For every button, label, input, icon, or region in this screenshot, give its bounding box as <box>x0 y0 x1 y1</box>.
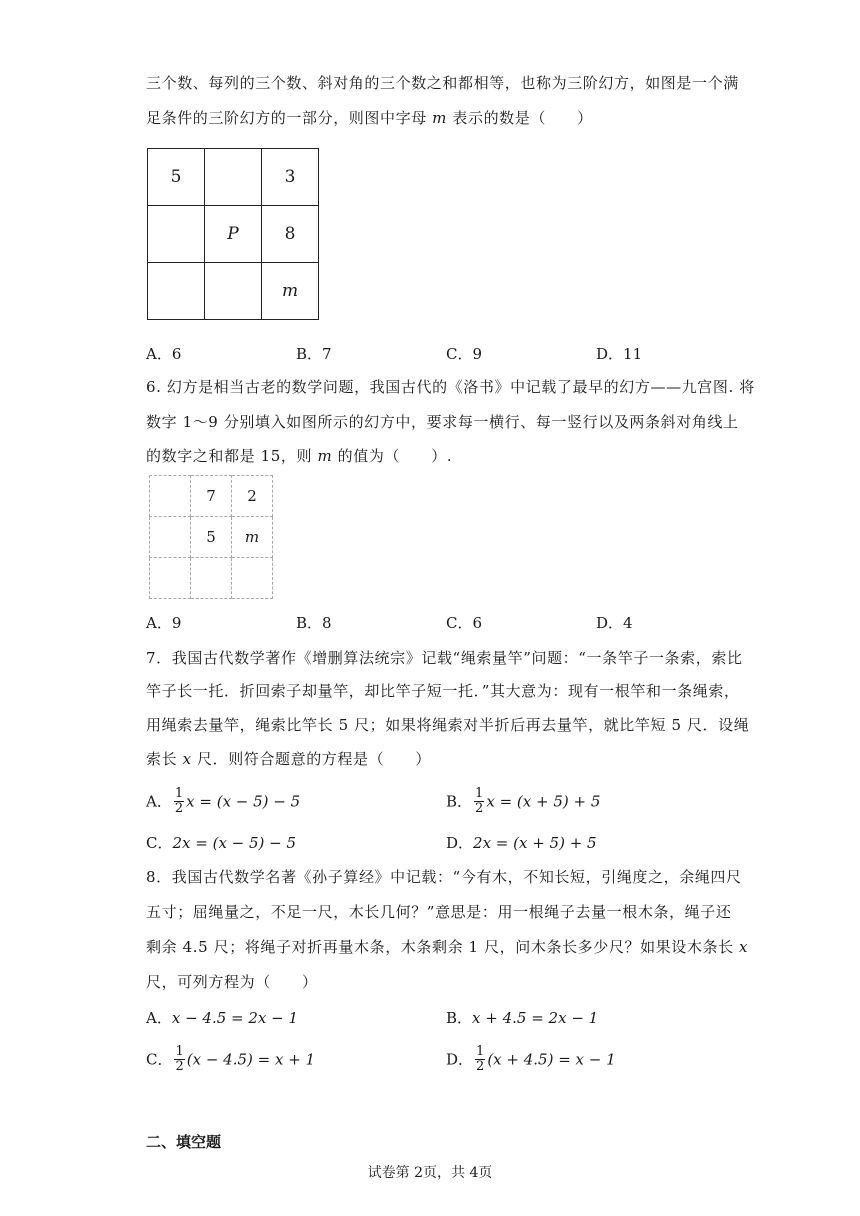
q6-option-d[interactable]: D．4 <box>596 614 633 632</box>
fraction-denominator: 2 <box>476 1059 485 1074</box>
q5-text-line-1: 三个数、每列的三个数、斜对角的三个数之和都相等，也称为三阶幻方，如图是一个满 <box>146 74 739 92</box>
q5-cell: 3 <box>262 149 319 206</box>
q6-cell <box>191 558 232 599</box>
q6-cell <box>150 517 191 558</box>
q5-option-c[interactable]: C．9 <box>446 345 483 363</box>
q7-option-b[interactable] <box>446 787 600 816</box>
q5-text-pre: 足条件的三阶幻方的一部分，则图中字母 <box>146 109 433 127</box>
q6-text-post: 的值为（ ）. <box>332 447 453 465</box>
q8-text-line-3 <box>146 937 748 957</box>
q8-option-d-fraction <box>475 1045 485 1074</box>
q6-option-c[interactable]: C．6 <box>446 614 483 632</box>
fraction-denominator: 2 <box>174 801 184 816</box>
q6-cell: 7 <box>191 476 232 517</box>
fraction-numerator: 1 <box>174 786 184 801</box>
q5-magic-square-grid <box>147 148 319 320</box>
q5-option-a[interactable]: A．6 <box>146 345 182 363</box>
q8-option-c-fraction <box>174 1045 184 1074</box>
q7-option-a-variable: x <box>186 792 195 811</box>
q7-text-line-4 <box>146 749 431 769</box>
q8-option-d[interactable] <box>446 1045 616 1074</box>
q8-variable-x: x <box>739 938 749 956</box>
q8-option-a[interactable] <box>146 1008 298 1028</box>
q6-text-line-2: 数字 1～9 分别填入如图所示的幻方中，要求每一横行、每一竖行以及两条斜对角线上 <box>146 413 739 431</box>
q5-cell-m: m <box>262 263 319 320</box>
q5-cell-p: P <box>205 206 262 263</box>
page-footer: 试卷第 2页，共 4页 <box>367 1165 493 1181</box>
q6-cell: 2 <box>232 476 273 517</box>
q7-option-b-fraction <box>474 787 484 816</box>
q6-cell <box>150 476 191 517</box>
fraction-denominator: 2 <box>175 1059 184 1074</box>
q8-option-a-label: A． <box>146 1009 172 1027</box>
q6-option-a[interactable]: A．9 <box>146 614 182 632</box>
q7-option-b-label: B． <box>446 792 473 811</box>
section-title-fill-in-blank: 二、填空题 <box>146 1133 222 1151</box>
q7-option-c[interactable] <box>146 833 296 853</box>
q6-cell-m: m <box>232 517 273 558</box>
q5-cell: 8 <box>262 206 319 263</box>
q5-text-post: 表示的数是（ ） <box>447 109 593 127</box>
q5-cell <box>148 206 205 263</box>
q5-cell: 5 <box>148 149 205 206</box>
q6-cell: 5 <box>191 517 232 558</box>
q7-option-b-rhs: = (x + 5) + 5 <box>499 792 601 811</box>
q5-option-b[interactable]: B．7 <box>296 345 332 363</box>
q8-option-d-rhs: (x + 4.5) = x − 1 <box>487 1050 616 1069</box>
q6-text-pre: 的数字之和都是 15，则 <box>146 447 318 465</box>
q7-option-c-expression: 2x = (x − 5) − 5 <box>172 834 297 852</box>
q6-cell <box>150 558 191 599</box>
q8-option-c[interactable] <box>146 1045 315 1074</box>
q7-text-line-1: 7．我国古代数学著作《增删算法统宗》记载“绳索量竿”问题：“一条竿子一条索，索比 <box>146 649 743 667</box>
q8-text-line-1: 8．我国古代数学名著《孙子算经》中记载：“今有木，不知长短，引绳度之，余绳四尺 <box>146 868 742 886</box>
q8-option-d-label: D． <box>446 1050 474 1069</box>
q7-option-b-variable: x <box>486 792 495 811</box>
q6-text-line-3 <box>146 446 452 466</box>
q7-option-a-fraction <box>174 787 184 816</box>
q8-option-c-label: C． <box>146 1050 173 1069</box>
q7-option-a-label: A． <box>146 792 172 811</box>
q8-text-line-2: 五寸；屈绳量之，不足一尺，木长几何？”意思是：用一根绳子去量一根木条，绳子还 <box>146 903 732 921</box>
q5-variable-m: m <box>432 109 447 127</box>
fraction-numerator: 1 <box>475 786 484 801</box>
q6-cell <box>232 558 273 599</box>
q6-nine-palace-grid <box>149 475 273 599</box>
fraction-numerator: 1 <box>175 1044 184 1059</box>
q7-option-d-label: D． <box>446 834 474 852</box>
q5-text-line-2 <box>146 108 593 128</box>
q7-text-pre: 索长 <box>146 750 183 768</box>
q7-option-d[interactable] <box>446 833 597 853</box>
q6-option-b[interactable]: B．8 <box>296 614 332 632</box>
q7-option-d-expression: 2x = (x + 5) + 5 <box>473 834 597 852</box>
q7-variable-x: x <box>182 750 192 768</box>
q8-option-b-label: B． <box>446 1009 473 1027</box>
fraction-denominator: 2 <box>475 801 484 816</box>
q7-option-a-rhs: = (x − 5) − 5 <box>199 792 301 811</box>
q8-option-b[interactable] <box>446 1008 598 1028</box>
q6-variable-m: m <box>317 447 333 465</box>
q7-text-post: 尺．则符合题意的方程是（ ） <box>191 750 432 768</box>
q8-text-pre: 剩余 4.5 尺；将绳子对折再量木条，木条剩余 1 尺，问木条长多少尺？如果设木条长 <box>146 938 740 956</box>
q7-option-c-label: C． <box>146 834 173 852</box>
q5-option-d[interactable]: D．11 <box>596 345 643 363</box>
q6-text-line-1: 6. 幻方是相当古老的数学问题，我国古代的《洛书》中记载了最早的幻方——九宫图. 将 <box>146 378 755 396</box>
q8-option-c-rhs: (x − 4.5) = x + 1 <box>186 1050 316 1069</box>
q5-cell <box>205 149 262 206</box>
q5-cell <box>148 263 205 320</box>
q8-option-b-expression: x + 4.5 = 2x − 1 <box>472 1009 599 1027</box>
q8-text-line-4: 尺，可列方程为（ ） <box>146 973 318 991</box>
q5-cell <box>205 263 262 320</box>
q7-text-line-2: 竿子长一托．折回索子却量竿，却比竿子短一托．”其大意为：现有一根竿和一条绳索， <box>146 682 740 700</box>
fraction-numerator: 1 <box>476 1044 485 1059</box>
q7-text-line-3: 用绳索去量竿，绳索比竿长 5 尺；如果将绳索对半折后再去量竿，就比竿短 5 尺．设绳 <box>146 716 750 734</box>
q7-option-a[interactable] <box>146 787 300 816</box>
q8-option-a-expression: x − 4.5 = 2x − 1 <box>171 1009 299 1027</box>
